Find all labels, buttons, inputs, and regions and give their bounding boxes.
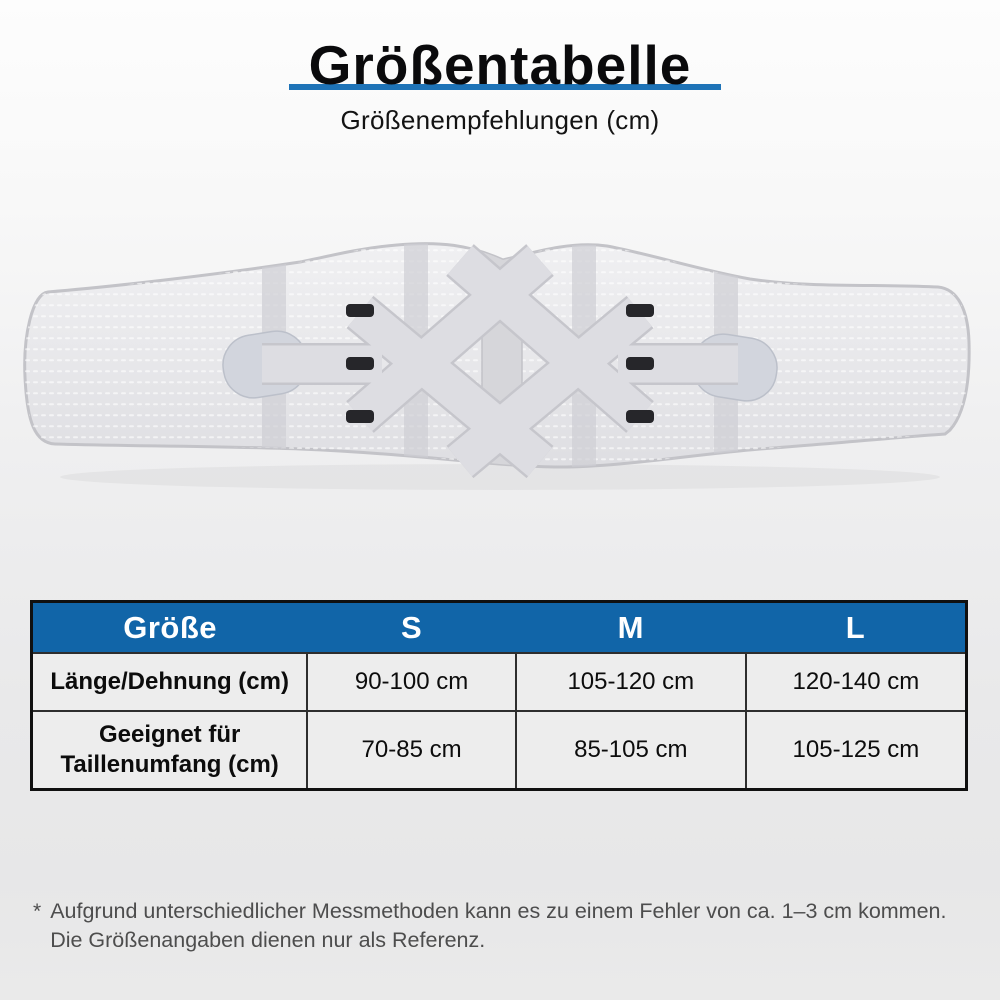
product-photo-back-brace	[0, 212, 1000, 522]
footnote-asterisk: *	[33, 900, 42, 923]
size-table-header-row	[32, 602, 967, 654]
cell-laenge-m: 105-120 cm	[516, 653, 746, 711]
header	[0, 36, 1000, 136]
belt-shadow	[60, 464, 940, 490]
column-header-m: M	[516, 602, 746, 654]
page-title: Größentabelle	[308, 34, 692, 96]
footnote-line-1: Aufgrund unterschiedlicher Messmethoden kann es zu einem Fehler von ca. 1–3 cm kommen.	[50, 899, 947, 923]
size-table	[30, 600, 968, 791]
table-row-laenge-dehnung	[32, 653, 967, 711]
row-label-laenge-dehnung: Länge/Dehnung (cm)	[32, 653, 308, 711]
column-header-groesse: Größe	[32, 602, 308, 654]
cell-taille-l: 105-125 cm	[746, 711, 967, 789]
footnote-line-2: Die Größenangaben dienen nur als Referenz.	[50, 927, 486, 952]
cell-taille-m: 85-105 cm	[516, 711, 746, 789]
column-header-s: S	[307, 602, 516, 654]
column-header-l: L	[746, 602, 967, 654]
table-row-taillenumfang	[32, 711, 967, 789]
row-label-taillenumfang: Geeignet für Taillenumfang (cm)	[32, 711, 308, 789]
cell-laenge-s: 90-100 cm	[307, 653, 516, 711]
footnote-text	[50, 897, 972, 954]
footnote	[33, 897, 972, 954]
page-title-wrap	[297, 36, 704, 95]
cell-taille-s: 70-85 cm	[307, 711, 516, 789]
page-subtitle: Größenempfehlungen (cm)	[340, 105, 660, 136]
cell-laenge-l: 120-140 cm	[746, 653, 967, 711]
